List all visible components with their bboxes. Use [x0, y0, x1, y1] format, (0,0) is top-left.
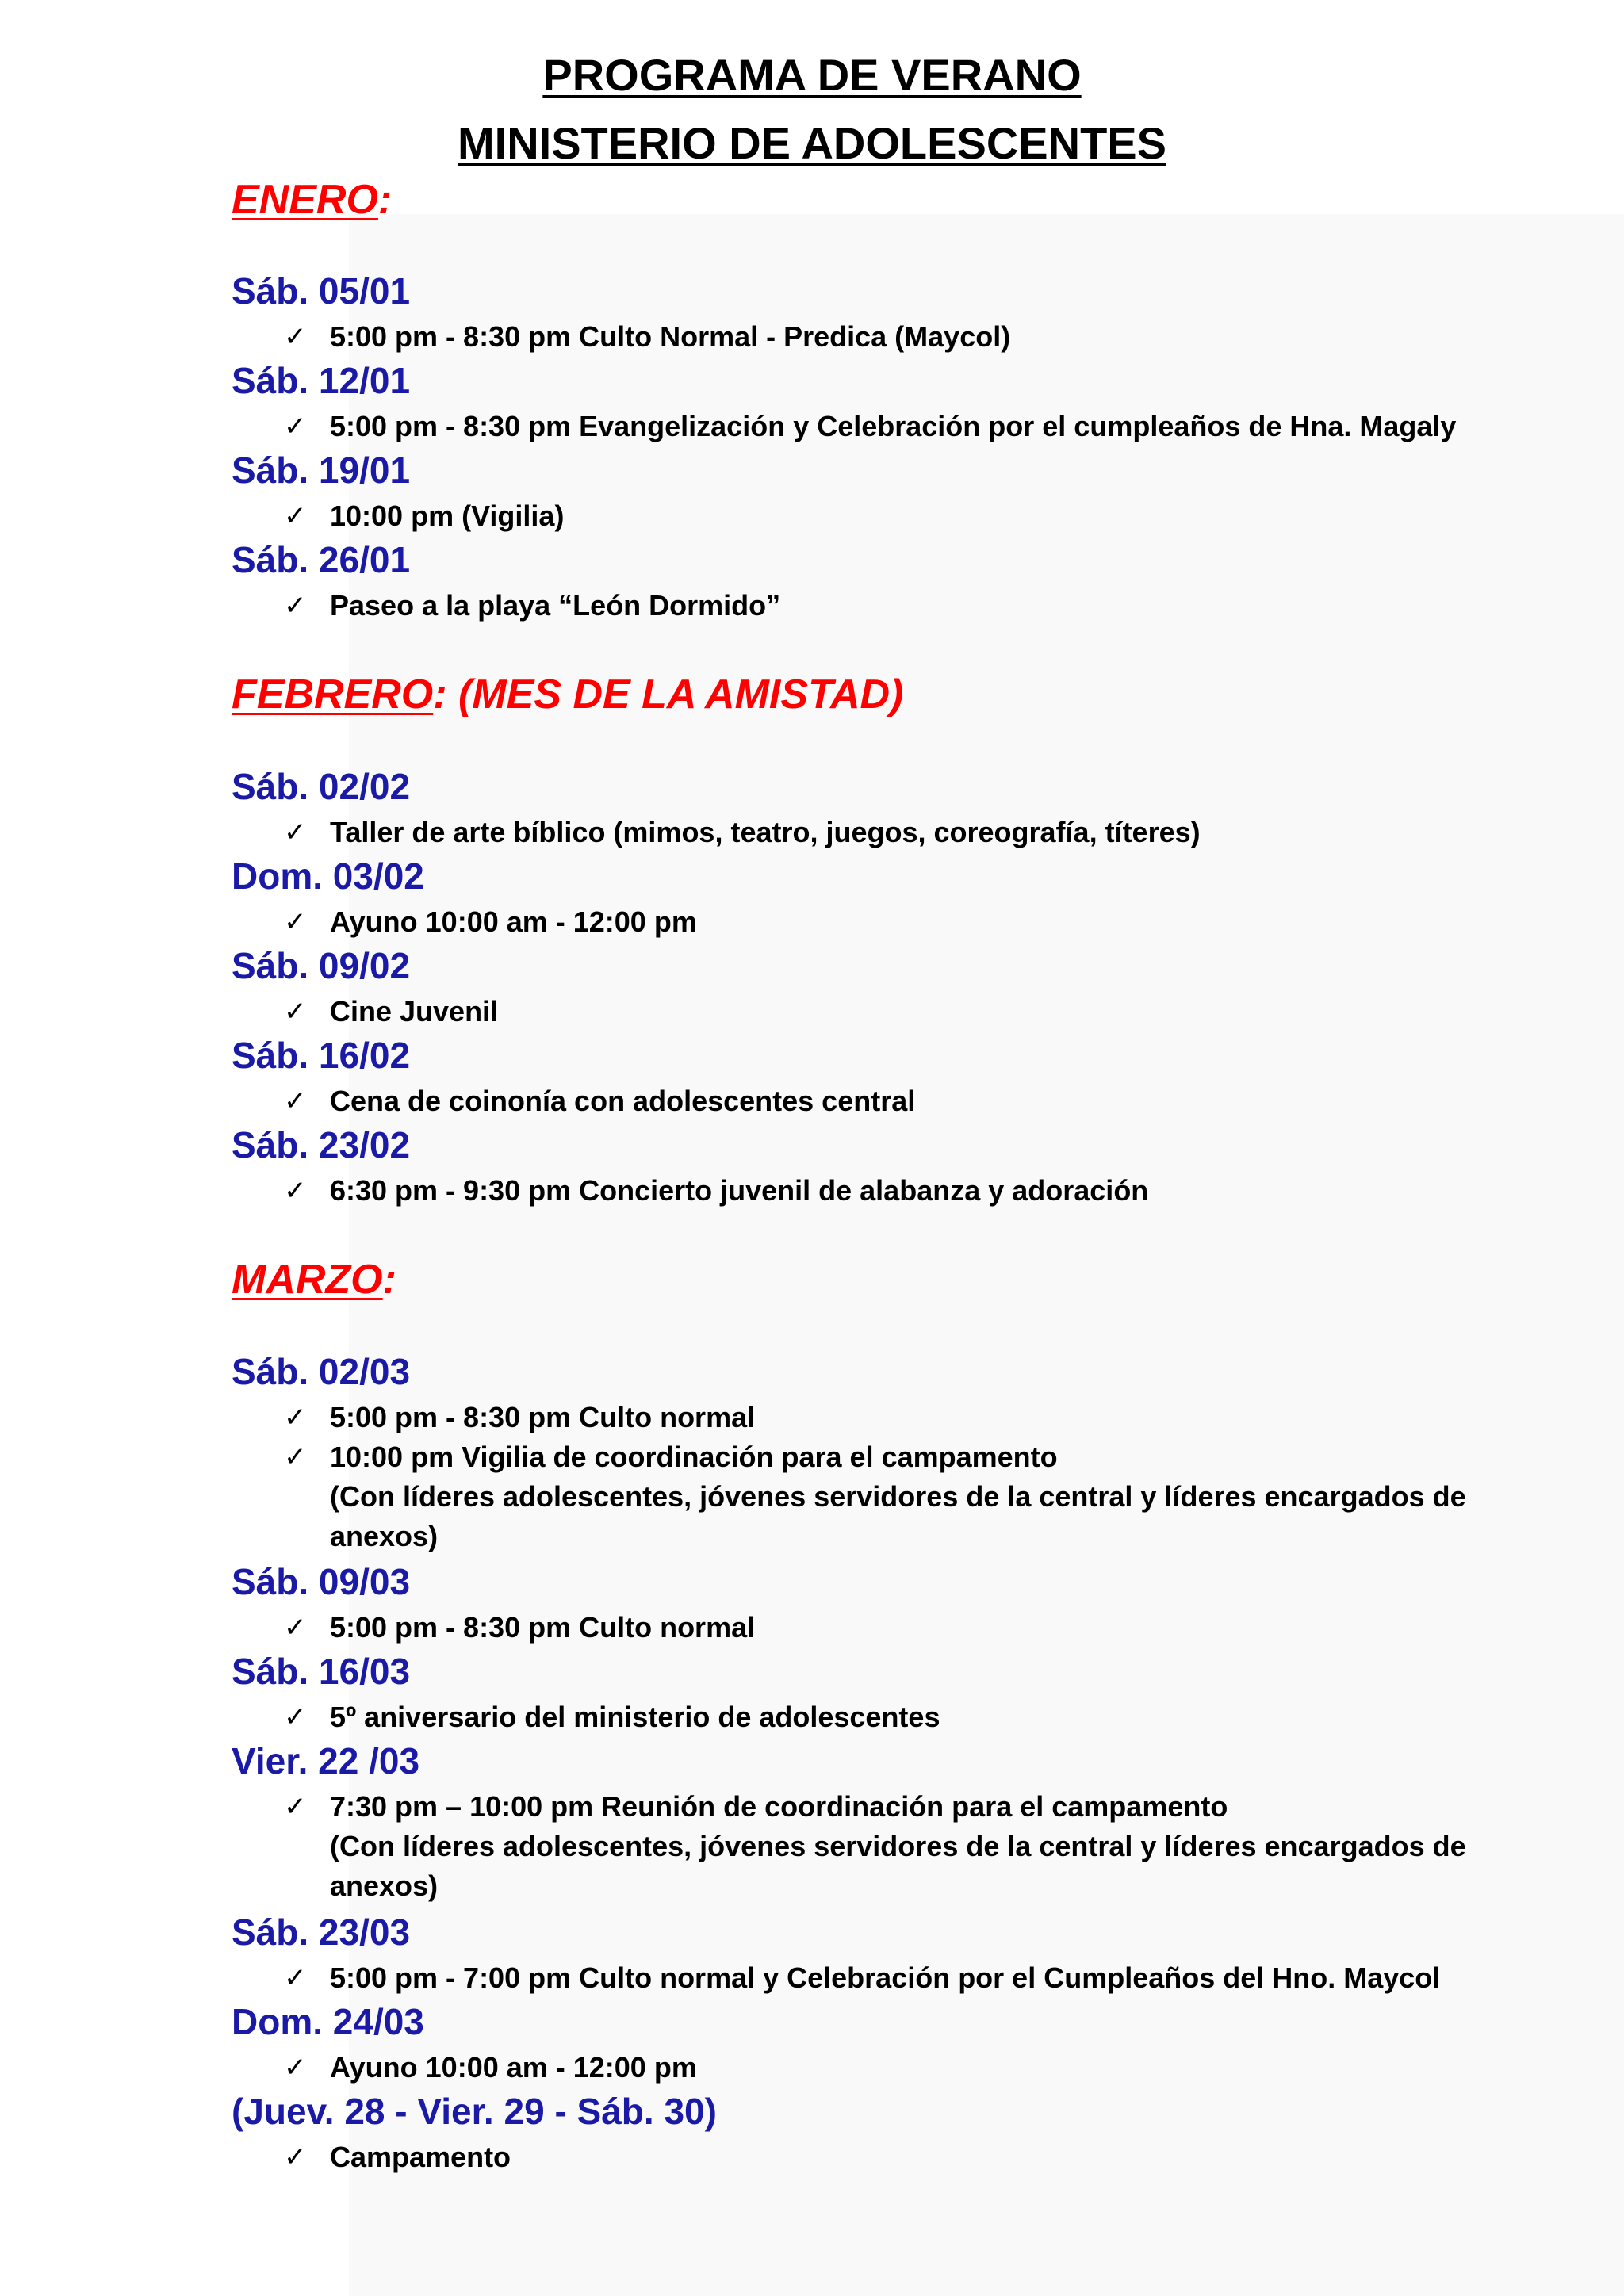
date-heading: Sáb. 02/03: [232, 1351, 411, 1392]
date-heading: Sáb. 16/03: [232, 1651, 411, 1692]
item-text: 5:00 pm - 7:00 pm Culto normal y Celebración por el Cumpleaños del Hno. Maycol: [330, 1961, 1441, 1994]
date-heading: Sáb. 09/02: [232, 945, 411, 986]
list-item: [284, 813, 1473, 852]
checkmark-icon: ✓: [284, 411, 307, 442]
item-text: 5º aniversario del ministerio de adolescentes: [330, 1701, 940, 1733]
item-note: anexos): [330, 1869, 439, 1902]
checkmark-icon: ✓: [284, 2142, 307, 2172]
item-text: Cine Juvenil: [330, 995, 499, 1027]
title-line-2: MINISTERIO DE ADOLESCENTES: [457, 118, 1166, 168]
checkmark-icon: ✓: [284, 1442, 307, 1472]
checkmark-icon: ✓: [284, 1702, 307, 1732]
date-heading: Sáb. 16/02: [232, 1035, 411, 1076]
item-note: (Con líderes adolescentes, jóvenes servidores de la central y líderes encargados de: [330, 1480, 1466, 1513]
checkmark-icon: ✓: [284, 501, 307, 531]
checkmark-icon: ✓: [284, 1792, 307, 1822]
list-item: [284, 1958, 1473, 1998]
month-heading-febrero: [232, 671, 903, 718]
document-title: [0, 41, 1624, 178]
date-heading: Sáb. 05/01: [232, 270, 411, 312]
checkmark-icon: ✓: [284, 591, 307, 621]
item-note: anexos): [330, 1520, 439, 1552]
item-text: Campamento: [330, 2141, 511, 2173]
list-item: [284, 1697, 1473, 1737]
month-suffix: :: [382, 1257, 396, 1303]
date-heading: (Juev. 28 - Vier. 29 - Sáb. 30): [232, 2091, 717, 2132]
item-text: Ayuno 10:00 am - 12:00 pm: [330, 905, 697, 938]
item-text: 10:00 pm Vigilia de coordinación para el campamento: [330, 1441, 1058, 1473]
item-text: 5:00 pm - 8:30 pm Evangelización y Celebración por el cumpleaños de Hna. Magaly: [330, 410, 1457, 442]
checkmark-icon: ✓: [284, 1176, 307, 1206]
checkmark-icon: ✓: [284, 1613, 307, 1643]
date-heading: Sáb. 09/03: [232, 1561, 411, 1602]
item-text: Ayuno 10:00 am - 12:00 pm: [330, 2051, 697, 2084]
item-text: 5:00 pm - 8:30 pm Culto normal: [330, 1611, 756, 1644]
list-item: [284, 1081, 1473, 1121]
date-heading: Dom. 03/02: [232, 855, 424, 897]
date-heading: Sáb. 02/02: [232, 766, 411, 807]
list-item: [284, 902, 1473, 942]
date-heading: Sáb. 23/03: [232, 1911, 411, 1953]
item-text: Cena de coinonía con adolescentes central: [330, 1085, 916, 1117]
checkmark-icon: ✓: [284, 997, 307, 1027]
list-item: [284, 407, 1473, 446]
list-item: [284, 1437, 1473, 1556]
month-heading-enero: [232, 176, 392, 224]
list-item: [284, 2137, 1473, 2177]
item-text: 7:30 pm – 10:00 pm Reunión de coordinación para el campamento: [330, 1790, 1228, 1823]
list-item: [284, 586, 1473, 626]
month-name: MARZO: [232, 1257, 383, 1303]
date-heading: Sáb. 26/01: [232, 539, 411, 580]
item-text: 5:00 pm - 8:30 pm Culto normal: [330, 1401, 756, 1433]
item-text: Taller de arte bíblico (mimos, teatro, juegos, coreografía, títeres): [330, 816, 1201, 848]
month-name: ENERO: [232, 177, 378, 223]
item-note: (Con líderes adolescentes, jóvenes servidores de la central y líderes encargados de: [330, 1830, 1466, 1862]
list-item: [284, 1787, 1473, 1906]
checkmark-icon: ✓: [284, 2053, 307, 2083]
month-heading-marzo: [232, 1256, 396, 1303]
month-suffix: :: [377, 177, 393, 223]
date-heading: Vier. 22 /03: [232, 1740, 420, 1781]
item-text: Paseo a la playa “León Dormido”: [330, 589, 781, 622]
checkmark-icon: ✓: [284, 817, 307, 848]
list-item: [284, 1171, 1473, 1211]
checkmark-icon: ✓: [284, 1402, 307, 1433]
list-item: [284, 2048, 1473, 2087]
item-text: 5:00 pm - 8:30 pm Culto Normal - Predica (Maycol): [330, 320, 1011, 353]
date-heading: Dom. 24/03: [232, 2001, 424, 2042]
list-item: [284, 496, 1473, 536]
date-heading: Sáb. 19/01: [232, 450, 411, 491]
month-suffix: : (MES DE LA AMISTAD): [433, 672, 904, 718]
list-item: [284, 317, 1473, 357]
list-item: [284, 1398, 1473, 1437]
item-text: 6:30 pm - 9:30 pm Concierto juvenil de alabanza y adoración: [330, 1174, 1149, 1207]
checkmark-icon: ✓: [284, 322, 307, 352]
date-heading: Sáb. 23/02: [232, 1124, 411, 1165]
title-line-1: PROGRAMA DE VERANO: [542, 50, 1082, 100]
list-item: [284, 992, 1473, 1031]
checkmark-icon: ✓: [284, 1086, 307, 1116]
checkmark-icon: ✓: [284, 907, 307, 937]
checkmark-icon: ✓: [284, 1963, 307, 1993]
list-item: [284, 1608, 1473, 1647]
item-text: 10:00 pm (Vigilia): [330, 499, 565, 532]
date-heading: Sáb. 12/01: [232, 360, 411, 401]
month-name: FEBRERO: [232, 672, 434, 718]
